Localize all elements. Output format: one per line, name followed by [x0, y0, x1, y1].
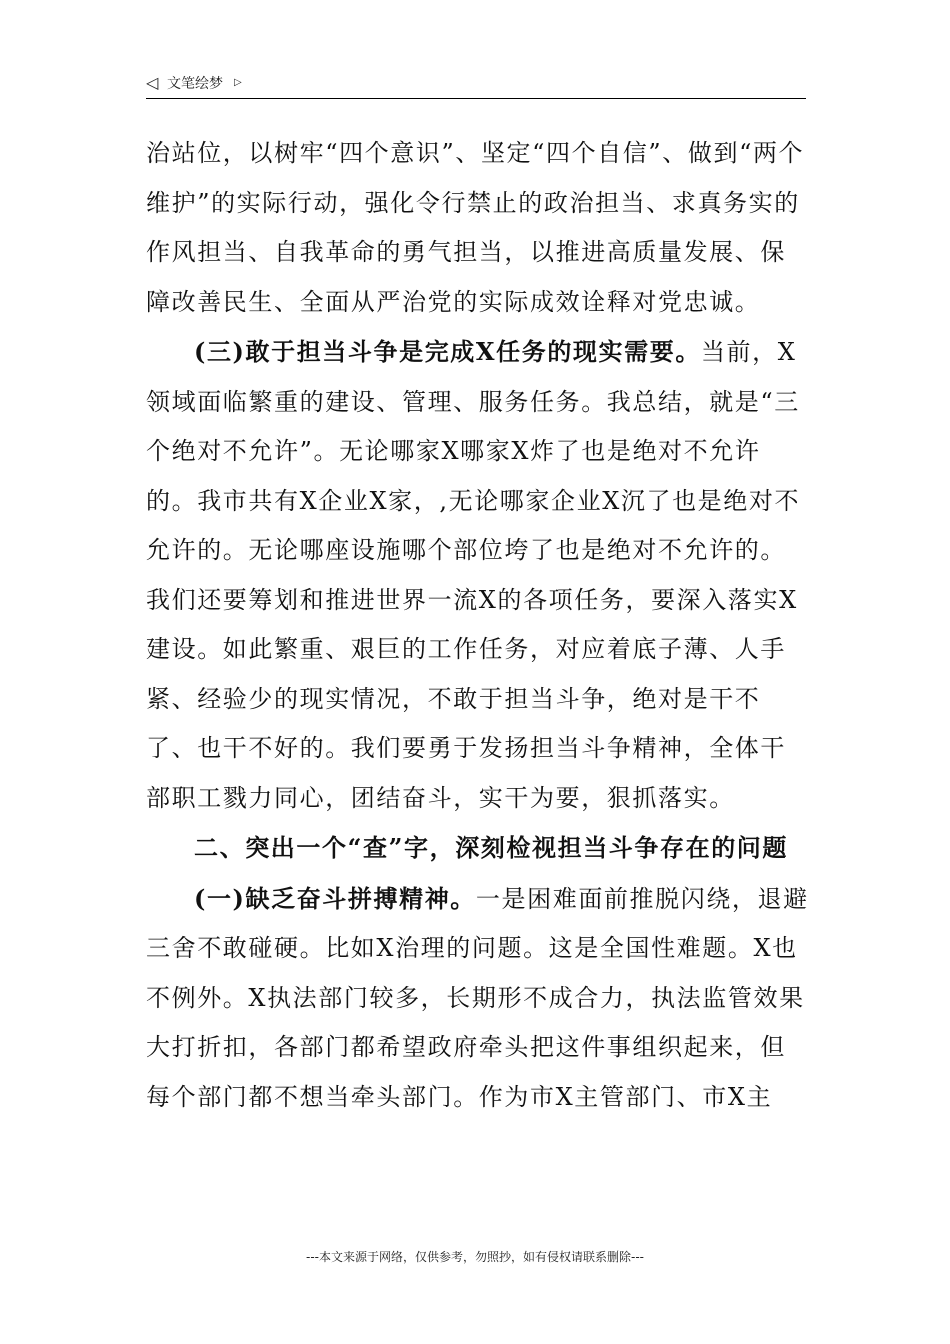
paragraph-text: 一是困难面前推脱闪绕，退避三舍不敢碰硬。比如X治理的问题。这是全国性难题。X也不例外。X执法部门较多，长期形不成合力，执法监管效果大打折扣，各部门都希望政府牵头把这件事组织起来，但每个部门都不想当牵头部门。作为市X主管部门、市X主	[146, 884, 809, 1111]
paragraph-subsection-one	[146, 874, 810, 1123]
paragraph-continuation	[146, 128, 810, 327]
section-heading-text: 二、突出一个“查”字，深刻检视担当斗争存在的问题	[194, 833, 789, 862]
document-body	[146, 128, 810, 1122]
page-header	[146, 72, 806, 99]
left-triangle-icon: ◁	[146, 73, 159, 92]
right-triangle-icon: ▷	[234, 77, 242, 88]
paragraph-section-three	[146, 327, 810, 823]
section-heading-two	[146, 823, 810, 874]
page-footer-disclaimer: ---本文来源于网络，仅供参考，勿照抄，如有侵权请联系删除---	[306, 1250, 644, 1264]
header-title: 文笔绘梦	[167, 76, 223, 92]
paragraph-lead: (三)敢于担当斗争是完成X任务的现实需要。	[194, 337, 701, 366]
paragraph-text: 当前，X领域面临繁重的建设、管理、服务任务。我总结，就是“三个绝对不允许”。无论哪家X哪家X炸了也是绝对不允许的。我市共有X企业X家，,无论哪家企业X沉了也是绝对不允许的。无论哪座设施哪个部位垮了也是绝对不允许的。我们还要筹划和推进世界一流X的各项任务，要深入落实X建设。如此繁重、艰巨的工作任务，对应着底子薄、人手紧、经验少的现实情况，不敢于担当斗争，绝对是干不了、也干不好的。我们要勇于发扬担当斗争精神，全体干部职工戮力同心，团结奋斗，实干为要，狠抓落实。	[146, 338, 801, 812]
paragraph-text: 治站位，以树牢“四个意识”、坚定“四个自信”、做到“两个维护”的实际行动，强化令行禁止的政治担当、求真务实的作风担当、自我革命的勇气担当，以推进高质量发展、保障改善民生、全面从严治党的实际成效诠释对党忠诚。	[146, 139, 805, 316]
paragraph-lead: (一)缺乏奋斗拼搏精神。	[194, 883, 476, 913]
